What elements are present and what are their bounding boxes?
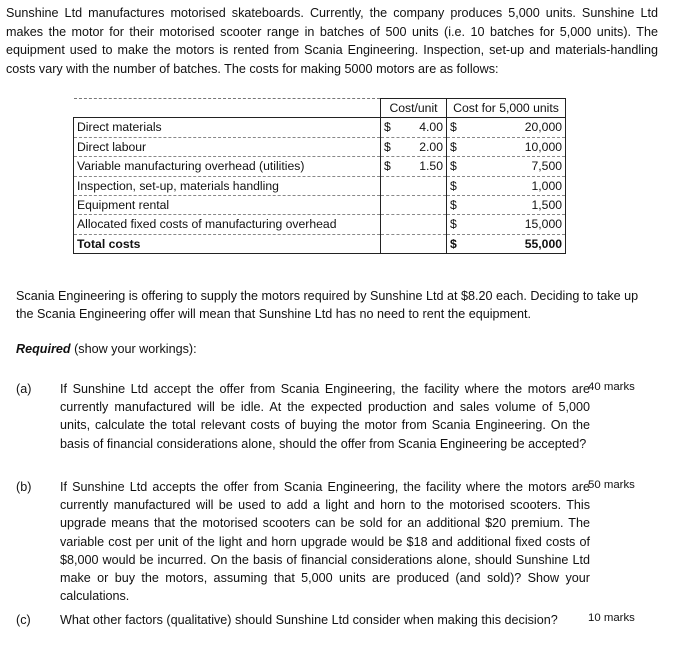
- question-letter: (c): [16, 613, 31, 627]
- currency-symbol: $: [450, 159, 457, 174]
- currency-symbol: $: [450, 120, 457, 135]
- total-cost: 55,000: [524, 236, 562, 251]
- required-label: Required: [16, 342, 71, 356]
- row-label: Variable manufacturing overhead (utilities): [74, 157, 381, 176]
- required-note: (show your workings):: [70, 342, 197, 356]
- currency-symbol: $: [384, 159, 391, 174]
- question-text: If Sunshine Ltd accepts the offer from Scania Engineering, the facility where the motors are currently manufactured will be used to add a light and horn to the motorised scooters. This upgrade means that the motorised scooters can be sold for an additional $20 premium. The variable cost per unit of the light and horn upgrade would be $18 and additional fixed costs of $8,000 would be incurred. On the basis of financial considerations alone, should Sunshine Ltd make or buy the motors, assuming that 5,000 units are produced (and sold)? Show your calculations.: [60, 480, 590, 604]
- question-letter: (a): [16, 382, 32, 396]
- required-heading: [16, 342, 197, 356]
- table-row: [74, 157, 566, 176]
- table-row: [74, 195, 566, 214]
- question-letter: (b): [16, 480, 32, 494]
- question-marks: 10 marks: [588, 612, 635, 624]
- currency-symbol: $: [450, 178, 457, 193]
- table-row: [74, 176, 566, 195]
- currency-symbol: $: [450, 197, 457, 212]
- currency-symbol: $: [450, 139, 457, 154]
- intro-paragraph: Sunshine Ltd manufactures motorised skateboards. Currently, the company produces 5,000 units. Sunshine Ltd makes the motor for their motorised scooter range in batches of 500 units (i.e. 10 batches for 5,000 units). The equipment used to make the motors is rented from Scania Engineering. Inspection, set-up and materials-handling costs vary with the number of batches. The costs for making 5000 motors are as follows:: [6, 6, 658, 76]
- question-marks: 40 marks: [588, 381, 635, 393]
- currency-symbol: $: [384, 120, 391, 135]
- offer-paragraph: Scania Engineering is offering to supply the motors required by Sunshine Ltd at $8.20 each. Deciding to take up the Scania Engineering offer will mean that Sunshine Ltd has no need to rent the equipment.: [16, 289, 639, 321]
- unit-cost: 1.50: [419, 159, 443, 174]
- row-label: Total costs: [74, 234, 381, 253]
- table-row: [74, 137, 566, 156]
- table-row: [74, 215, 566, 234]
- header-cost-unit: Cost/unit: [381, 99, 447, 118]
- row-label: Direct materials: [74, 118, 381, 137]
- total-row: [74, 234, 566, 253]
- total-cost: 7,500: [531, 159, 562, 174]
- header-cost-total: Cost for 5,000 units: [447, 99, 566, 118]
- total-cost: 1,000: [531, 178, 562, 193]
- total-cost: 15,000: [524, 217, 562, 232]
- row-label: Inspection, set-up, materials handling: [74, 176, 381, 195]
- cost-table: [73, 98, 566, 254]
- question-text: If Sunshine Ltd accept the offer from Scania Engineering, the facility where the motors are currently manufactured will be idle. At the expected production and sales volume of 5,000 units, calculate the total relevant costs of buying the motor from Scania Engineering. On the basis of financial considerations alone, should the offer from Scania Engineering be accepted?: [60, 382, 590, 451]
- row-label: Equipment rental: [74, 195, 381, 214]
- currency-symbol: $: [450, 236, 457, 251]
- currency-symbol: $: [450, 217, 457, 232]
- currency-symbol: $: [384, 139, 391, 154]
- total-cost: 10,000: [524, 139, 562, 154]
- total-cost: 20,000: [524, 120, 562, 135]
- unit-cost: 2.00: [419, 139, 443, 154]
- unit-cost: 4.00: [419, 120, 443, 135]
- table-row: [74, 118, 566, 137]
- total-cost: 1,500: [531, 197, 562, 212]
- row-label: Allocated fixed costs of manufacturing overhead: [74, 215, 381, 234]
- question-marks: 50 marks: [588, 479, 635, 491]
- row-label: Direct labour: [74, 137, 381, 156]
- question-text: What other factors (qualitative) should Sunshine Ltd consider when making this decision?: [60, 613, 558, 627]
- table-header-row: [74, 99, 566, 118]
